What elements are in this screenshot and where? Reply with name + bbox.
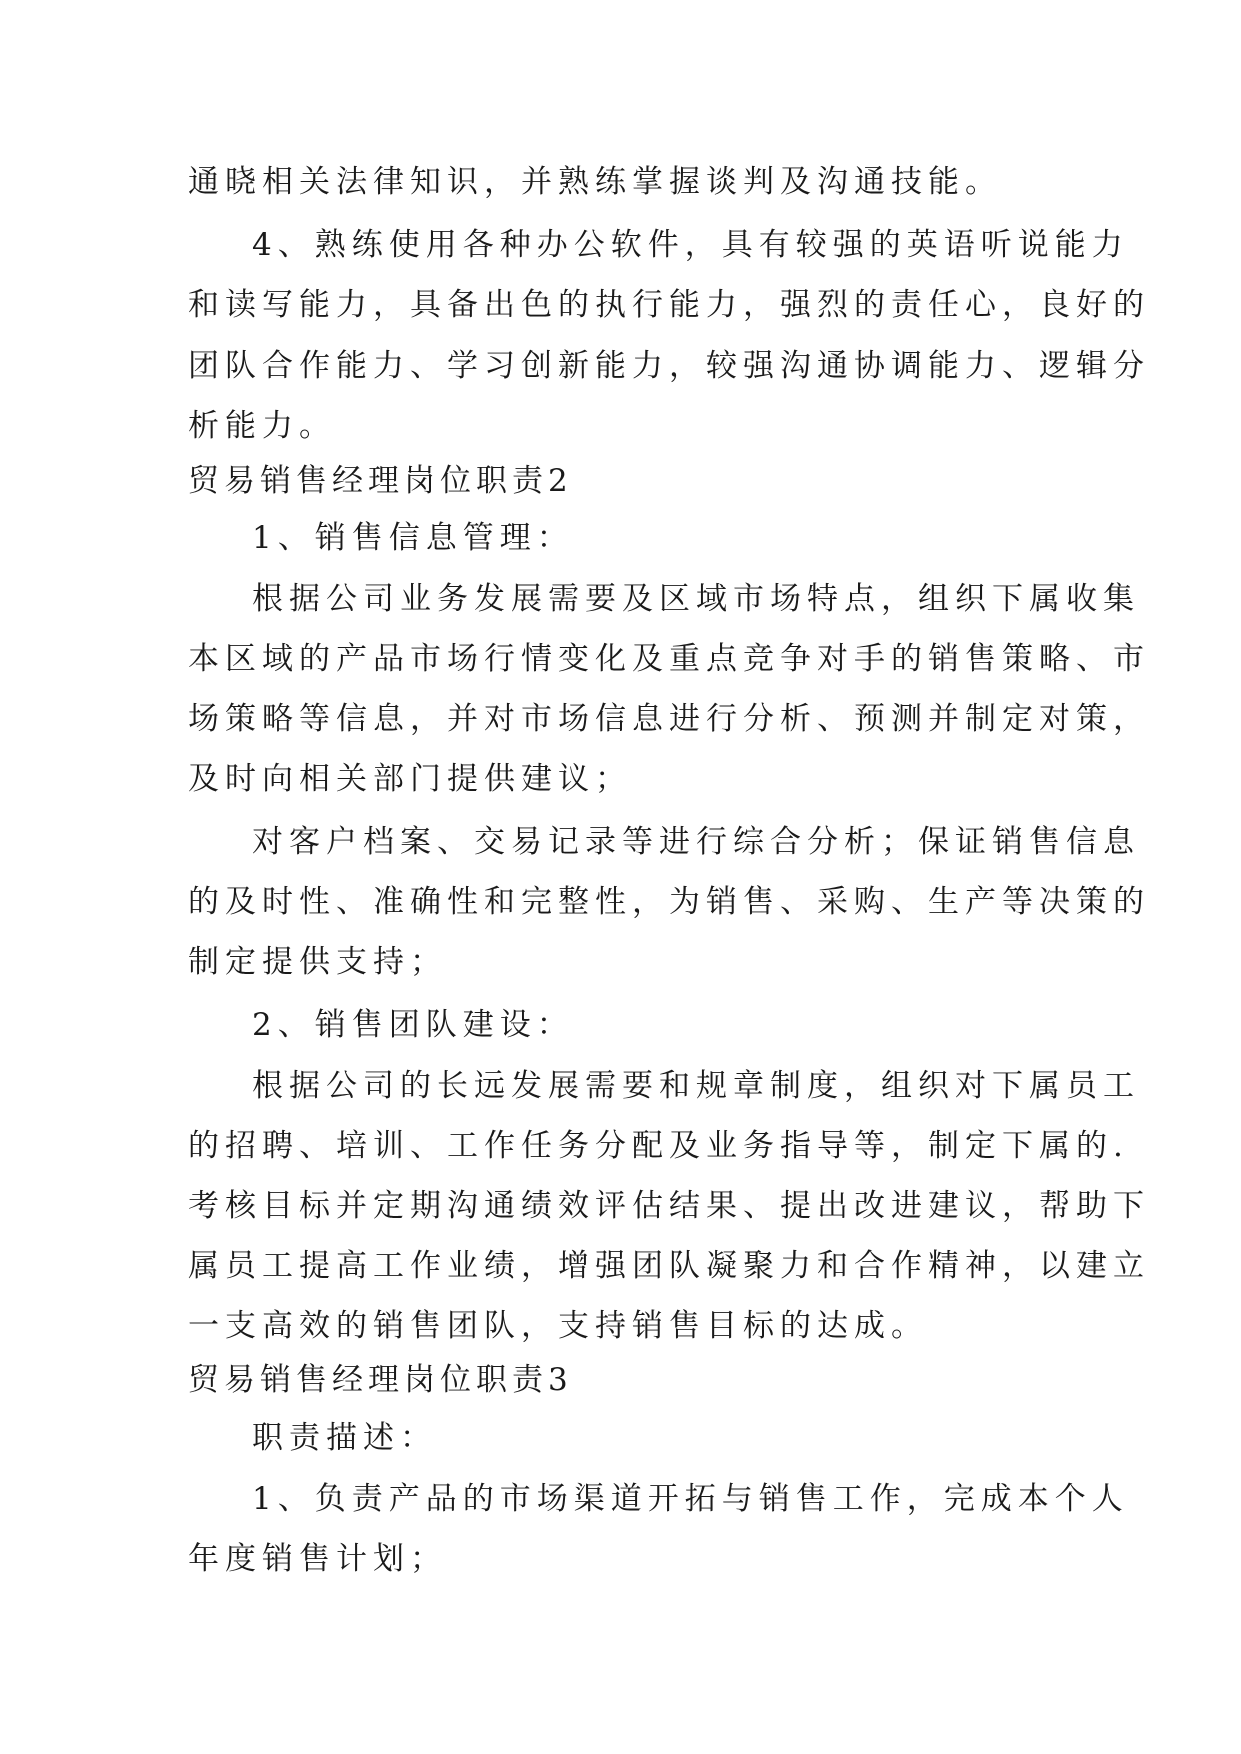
paragraph-line: 1、负责产品的市场渠道开拓与销售工作，完成本个人 [252,1481,1129,1517]
paragraph-line: 本区域的产品市场行情变化及重点竞争对手的销售策略、市 [188,641,1150,677]
paragraph-line: 年度销售计划； [188,1541,447,1577]
paragraph-line: 属员工提高工作业绩，增强团队凝聚力和合作精神，以建立 [188,1248,1150,1284]
paragraph-line: 的及时性、准确性和完整性，为销售、采购、生产等决策的 [188,884,1150,920]
paragraph-line: 团队合作能力、学习创新能力，较强沟通协调能力、逻辑分 [188,348,1150,384]
paragraph-line: 考核目标并定期沟通绩效评估结果、提出改进建议，帮助下 [188,1188,1150,1224]
paragraph-line: 4、熟练使用各种办公软件，具有较强的英语听说能力 [252,227,1129,263]
paragraph-line: 及时向相关部门提供建议； [188,761,632,797]
paragraph-line: 场策略等信息，并对市场信息进行分析、预测并制定对策， [188,701,1150,737]
paragraph-line: 职责描述： [252,1420,437,1456]
paragraph-line: 根据公司的长远发展需要和规章制度，组织对下属员工 [252,1068,1140,1104]
paragraph-line: 析能力。 [188,408,336,444]
section-heading: 贸易销售经理岗位职责2 [188,463,573,499]
paragraph-line: 根据公司业务发展需要及区域市场特点，组织下属收集 [252,581,1140,617]
paragraph-line: 一支高效的销售团队，支持销售目标的达成。 [188,1308,928,1344]
paragraph-line: 通晓相关法律知识，并熟练掌握谈判及沟通技能。 [188,164,1002,200]
paragraph-line: 和读写能力，具备出色的执行能力，强烈的责任心，良好的 [188,287,1150,323]
paragraph-line: 对客户档案、交易记录等进行综合分析；保证销售信息 [252,824,1140,860]
paragraph-line: 2、销售团队建设： [252,1007,574,1043]
section-heading: 贸易销售经理岗位职责3 [188,1362,573,1398]
paragraph-line: 1、销售信息管理： [252,520,574,556]
paragraph-line: 制定提供支持； [188,944,447,980]
paragraph-line: 的招聘、培训、工作任务分配及业务指导等，制定下属的. [188,1128,1129,1164]
